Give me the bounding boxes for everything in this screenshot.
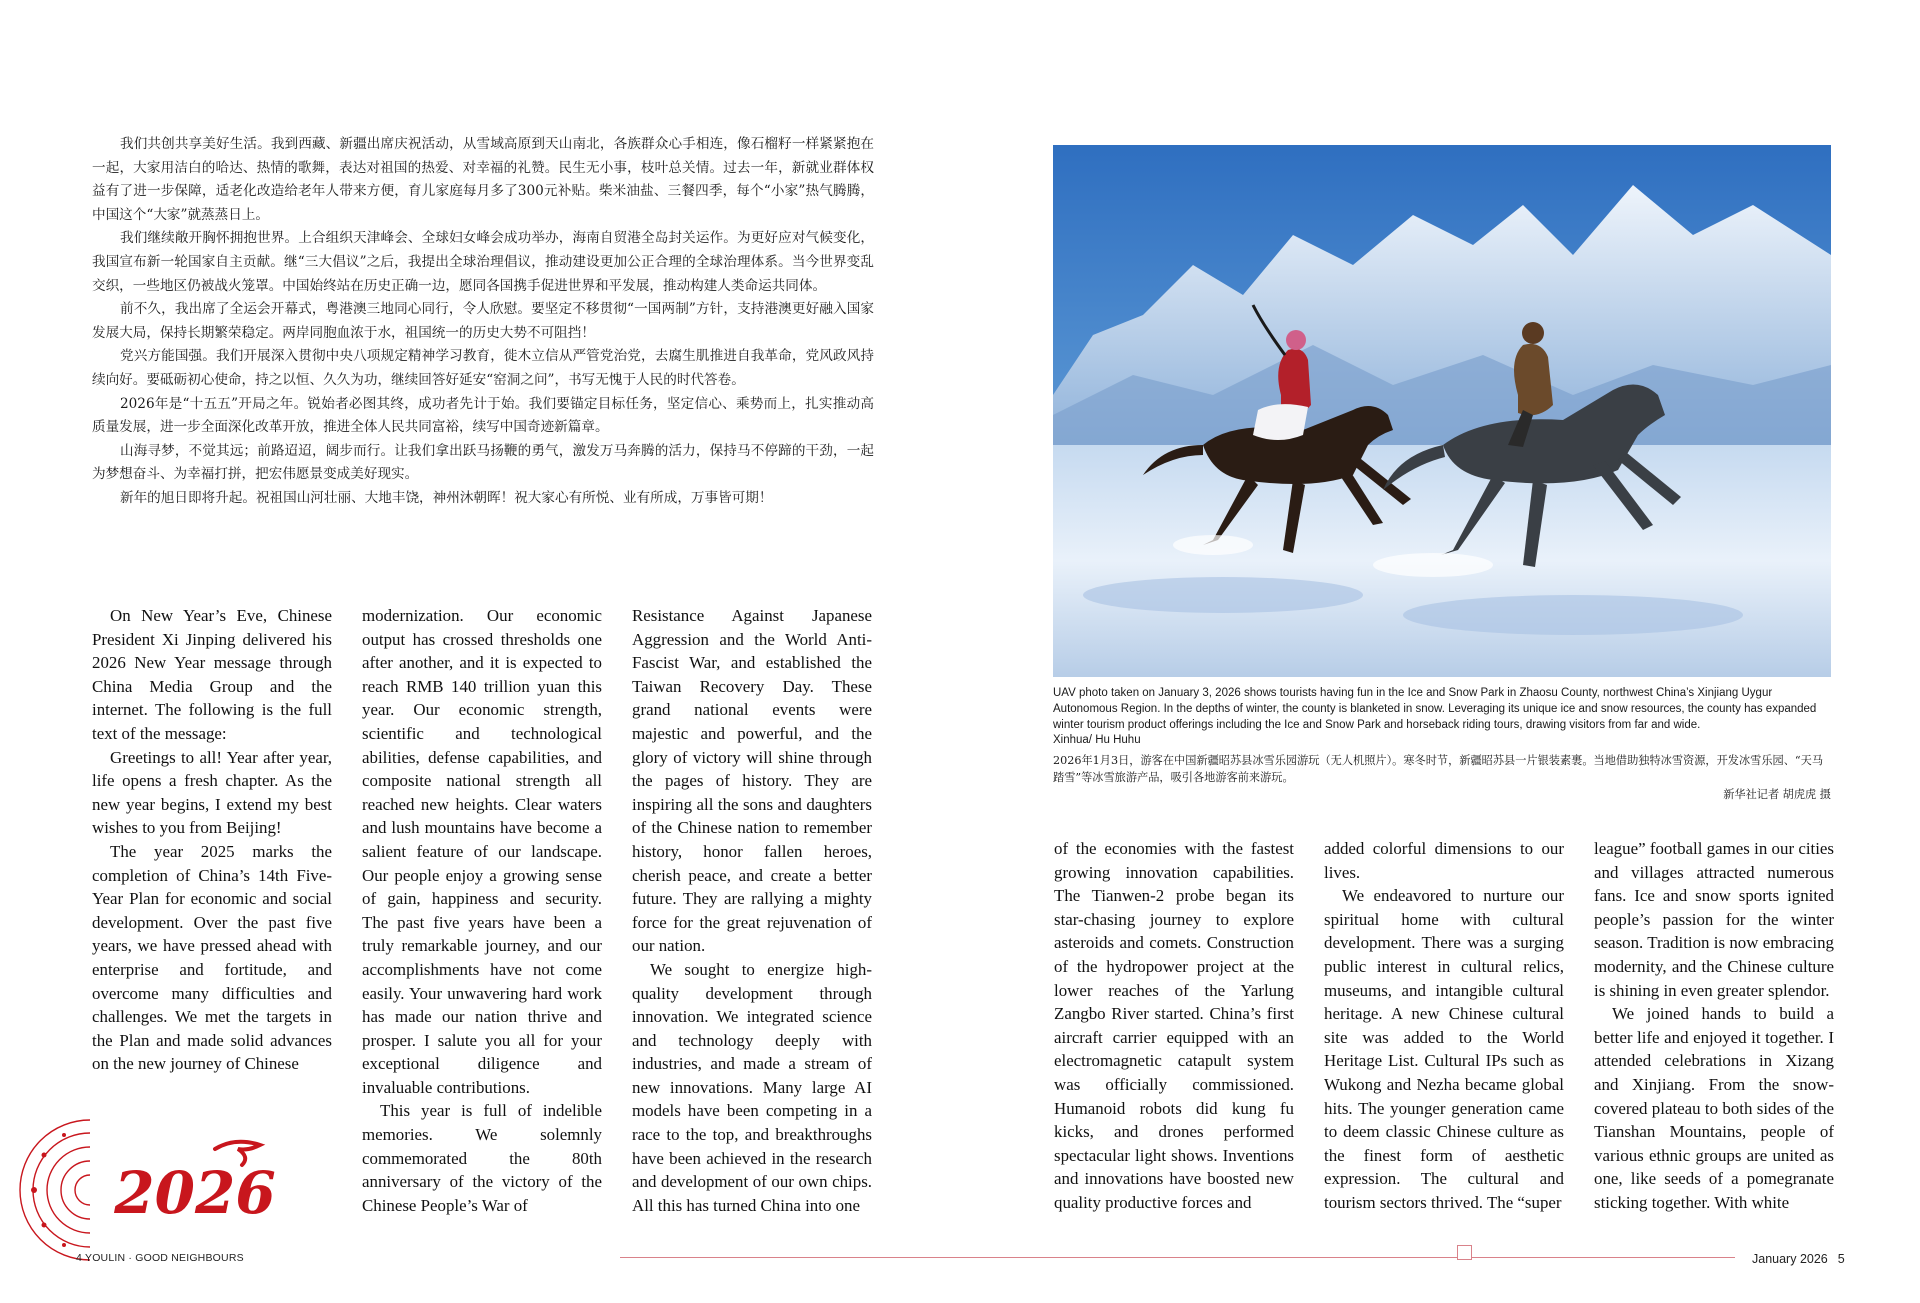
english-paragraph: This year is full of indelible memories. We solemnly commemorated the 80th anniversary of the victory of the Chinese People’s War of (362, 1101, 602, 1215)
footer-rule-right (1471, 1257, 1735, 1258)
chinese-paragraph: 前不久，我出席了全运会开幕式，粤港澳三地同心同行，令人欣慰。要坚定不移贯彻“一国两制”方针，支持港澳更好融入国家发展大局，保持长期繁荣稳定。两岸同胞血浓于水，祖国统一的历史大势不可阻挡！ (92, 301, 874, 341)
left-page-number: 4 (76, 1252, 83, 1264)
logo-2026-text: 2026 (114, 1159, 276, 1225)
english-paragraph: of the economies with the fastest growing innovation capabilities. The Tianwen-2 probe began its star-chasing journey to explore asteroids and comets. Construction of the hydropower project at the lower reaches of the Yarlung Zangbo River started. China’s first aircraft carrier equipped with an electromagnetic catapult system was officially commissioned. Humanoid robots did kung fu kicks, and drones performed spectacular light shows. Inventions and innovations have boosted new quality productive forces and (1054, 839, 1294, 1212)
issue-date: January 2026 (1752, 1252, 1828, 1266)
english-paragraph: league” football games in our cities and villages attracted numerous fans. Ice and snow sports ignited people’s passion for the winter season. Tradition is now embracing modernity, and the Chinese culture is shining in even greater splendor. (1594, 839, 1834, 1000)
footer-right (1752, 1252, 1845, 1266)
english-column-1 (92, 604, 332, 1076)
paper-cut-rosette-decoration (14, 1115, 90, 1265)
footer-rule-left (620, 1257, 1457, 1258)
right-page-number: 5 (1837, 1252, 1845, 1266)
english-paragraph: Resistance Against Japanese Aggression and the World Anti-Fascist War, and established the Taiwan Recovery Day. These grand national events were majestic and powerful, and the glory of victory will shine through the pages of history. They are inspiring all the sons and daughters of the Chinese nation to remember history, honor fallen heroes, cherish peace, and create a better future. They are rallying a mighty force for the great rejuvenation of our nation. (632, 606, 872, 956)
caption-en-text: UAV photo taken on January 3, 2026 shows tourists having fun in the Ice and Snow Park in Zhaosu County, northwest China’s Xinjiang Uygur Autonomous Region. In the depths of winter, the county is blanketed in snow. Leveraging its unique ice and snow resources, the county has expanded winter tourism product offerings including the Ice and Snow Park and horseback riding tours, drawing visitors from far and wide. (1053, 687, 1817, 731)
year-2026-brush-logo (110, 1135, 280, 1225)
chinese-paragraph: 山海寻梦，不觉其远；前路迢迢，阔步而行。让我们拿出跃马扬鞭的勇气，激发万马奔腾的活力，保持马不停蹄的干劲，一起为梦想奋斗、为幸福打拼，把宏伟愿景变成美好现实。 (92, 442, 874, 483)
caption-zh-text: 2026年1月3日，游客在中国新疆昭苏县冰雪乐园游玩（无人机照片）。寒冬时节，新疆昭苏县一片银装素裹。当地借助独特冰雪资源，开发冰雪乐园、“天马踏雪”等冰雪旅游产品，吸引各地游客前来游玩。 (1053, 754, 1824, 784)
english-column-2 (362, 604, 602, 1217)
english-paragraph: The year 2025 marks the completion of China’s 14th Five-Year Plan for economic and social development. Over the past five years, we have pressed ahead with enterprise and fortitude, and overcome many difficulties and challenges. We met the targets in the Plan and made solid advances on the new journey of Chinese (92, 841, 332, 1074)
english-column-6 (1594, 837, 1834, 1215)
english-paragraph: modernization. Our economic output has crossed thresholds one after another, and it is expected to reach RMB 140 trillion yuan this year. Our economic strength, scientific and technological abilities, defense capabilities, and composite national strength all reached new heights. Clear waters and lush mountains have become a salient feature of our landscape. Our people enjoy a growing sense of gain, happiness and security. The past five years have been a truly remarkable journey, and our accomplishments have not come easily. Your unwavering hard work has made our nation thrive and prosper. I salute you all for your exceptional diligence and invaluable contributions. (362, 606, 602, 1097)
english-paragraph: added colorful dimensions to our lives. (1324, 839, 1564, 882)
chinese-paragraph: 我们继续敞开胸怀拥抱世界。上合组织天津峰会、全球妇女峰会成功举办，海南自贸港全岛封关运作。为更好应对气候变化，我国宣布新一轮国家自主贡献。继“三大倡议”之后，我提出全球治理倡议，推动建设更加公正合理的全球治理体系。当今世界变乱交织，一些地区仍被战火笼罩。中国始终站在历史正确一边，愿同各国携手促进世界和平发展，推动构建人类命运共同体。 (92, 230, 874, 294)
english-column-5 (1324, 837, 1564, 1215)
english-paragraph: Greetings to all! Year after year, life opens a fresh chapter. As the new year begins, I extend my best wishes to you from Beijing! (92, 747, 332, 838)
magazine-name: YOULIN · GOOD NEIGHBOURS (84, 1252, 244, 1264)
footer-left (76, 1252, 244, 1264)
caption-zh-credit: 新华社记者 胡虎虎 摄 (1723, 788, 1831, 801)
english-paragraph: We endeavored to nurture our spiritual home with cultural development. There was a surging public interest in cultural relics, museums, and intangible cultural heritage. A new Chinese cultural site was added to the World Heritage List. Cultural IPs such as Wukong and Nezha became global hits. The younger generation came to deem classic Chinese culture as the finest form of aesthetic expression. The cultural and tourism sectors thrived. The “super (1324, 886, 1564, 1212)
chinese-text-block (92, 133, 874, 511)
snow-horse-illustration (1053, 145, 1831, 677)
english-column-3 (632, 604, 872, 1217)
caption-en-credit: Xinhua/ Hu Huhu (1053, 734, 1141, 747)
footer-center-mark (1457, 1245, 1472, 1260)
english-paragraph: On New Year’s Eve, Chinese President Xi Jinping delivered his 2026 New Year message through China Media Group and the internet. The following is the full text of the message: (92, 606, 332, 743)
photo-caption-en (1053, 686, 1831, 749)
english-paragraph: We sought to energize high-quality development through innovation. We integrated science and technology deeply with industries, and made a stream of new innovations. Many large AI models have been competing in a race to the top, and breakthroughs have been achieved in the research and development of our own chips. All this has turned China into one (632, 959, 872, 1215)
horse-riding-photo (1053, 145, 1831, 677)
english-paragraph: We joined hands to build a better life and enjoyed it together. I attended celebrations in Xizang and Xinjiang. From the snow-covered plateau to both sides of the Tianshan Mountains, people of various ethnic groups are united as one, like seeds of a pomegranate sticking together. With white (1594, 1004, 1834, 1212)
chinese-paragraph: 新年的旭日即将升起。祝祖国山河壮丽、大地丰饶，神州沐朝晖！祝大家心有所悦、业有所成，万事皆可期！ (120, 489, 773, 506)
chinese-paragraph: 党兴方能国强。我们开展深入贯彻中央八项规定精神学习教育，徙木立信从严管党治党，去腐生肌推进自我革命，党风政风持续向好。要砥砺初心使命，持之以恒、久久为功，继续回答好延安“窑洞之问”，书写无愧于人民的时代答卷。 (92, 348, 874, 388)
chinese-paragraph: 我们共创共享美好生活。我到西藏、新疆出席庆祝活动，从雪域高原到天山南北，各族群众心手相连，像石榴籽一样紧紧抱在一起，大家用洁白的哈达、热情的歌舞，表达对祖国的热爱、对幸福的礼赞。民生无小事，枝叶总关情。过去一年，新就业群体权益有了进一步保障，适老化改造给老年人带来方便，育儿家庭每月多了300元补贴。柴米油盐、三餐四季，每个“小家”热气腾腾，中国这个“大家”就蒸蒸日上。 (92, 136, 874, 223)
english-column-4 (1054, 837, 1294, 1215)
photo-caption-zh (1053, 752, 1831, 803)
chinese-paragraph: 2026年是“十五五”开局之年。锐始者必图其终，成功者先计于始。我们要锚定目标任务，坚定信心、乘势而上，扎实推动高质量发展，进一步全面深化改革开放，推进全体人民共同富裕，续写中国奇迹新篇章。 (92, 395, 874, 436)
